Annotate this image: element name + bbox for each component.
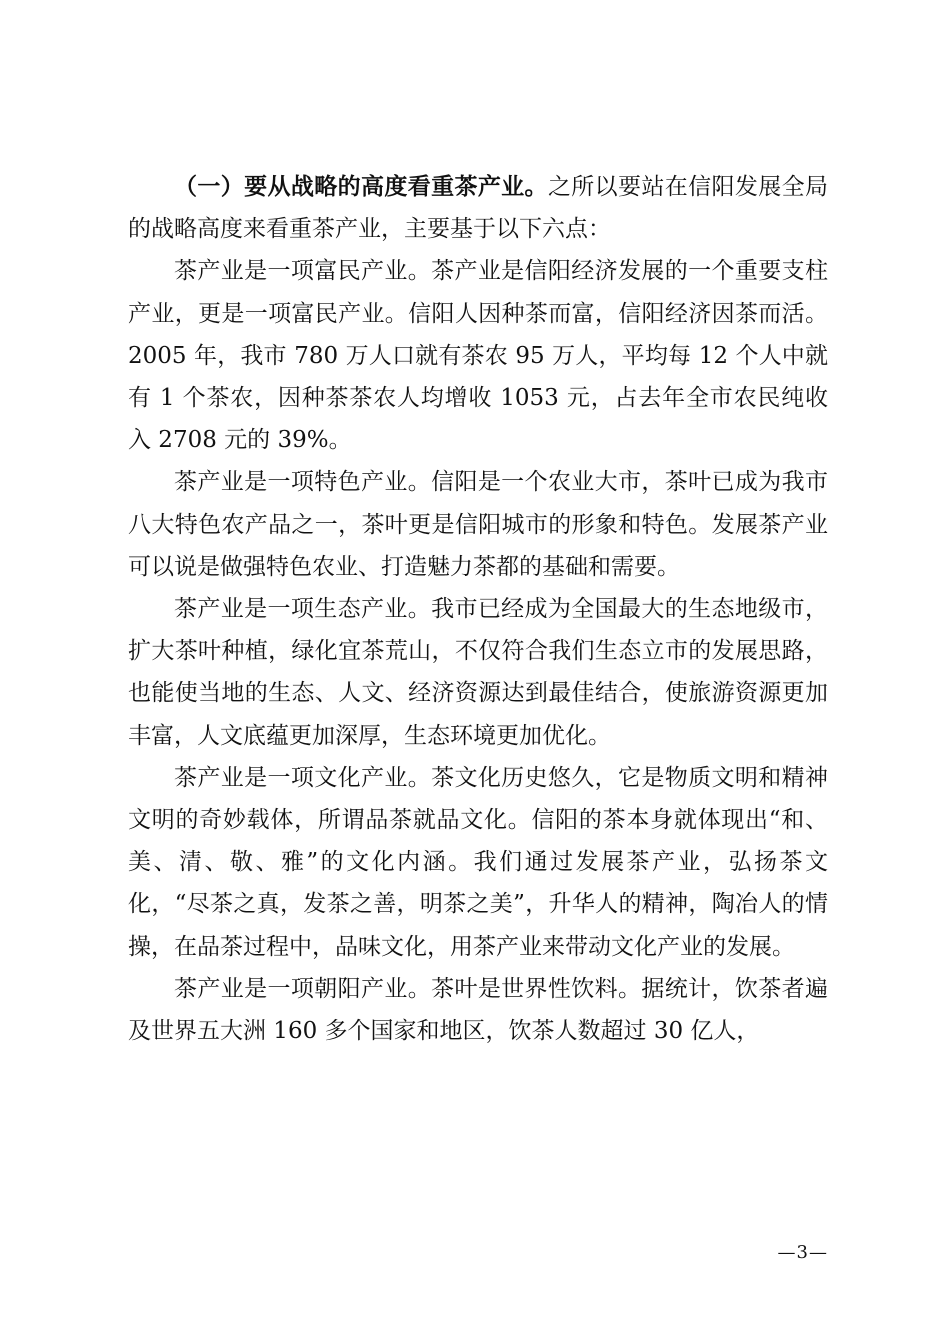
section-heading-text: 之所以要站在信阳发展全局的战略高度来看重茶产业，主要基于以下六点： (128, 174, 829, 243)
document-body (128, 166, 828, 1052)
page-number: —3— (777, 1242, 828, 1263)
paragraph-ecological-industry: 茶产业是一项生态产业。我市已经成为全国最大的生态地级市，扩大茶叶种植，绿化宜茶荒山，不仅符合我们生态立市的发展思路，也能使当地的生态、人文、经济资源达到最佳结合，使旅游资源更加丰富，人文底蕴更加深厚，生态环境更加优化。 (128, 596, 828, 749)
section-heading: （一）要从战略的高度看重茶产业。 (174, 173, 548, 200)
paragraph-sunrise-industry: 茶产业是一项朝阳产业。茶叶是世界性饮料。据统计，饮茶者遍及世界五大洲 160 多个国家和地区，饮茶人数超过 30 亿人， (128, 975, 828, 1045)
paragraph-characteristic-industry: 茶产业是一项特色产业。信阳是一个农业大市，茶叶已成为我市八大特色农产品之一，茶叶更是信阳城市的形象和特色。发展茶产业可以说是做强特色农业、打造魅力茶都的基础和需要。 (128, 469, 828, 580)
paragraph-cultural-industry: 茶产业是一项文化产业。茶文化历史悠久，它是物质文明和精神文明的奇妙载体，所谓品茶就品文化。信阳的茶本身就体现出“和、美、清、敬、雅”的文化内涵。我们通过发展茶产业，弘扬茶文化，“尽茶之真，发茶之善，明茶之美”，升华人的精神，陶冶人的情操，在品茶过程中，品味文化，用茶产业来带动文化产业的发展。 (128, 764, 828, 960)
paragraph-rich-people-industry: 茶产业是一项富民产业。茶产业是信阳经济发展的一个重要支柱产业，更是一项富民产业。信阳人因种茶而富，信阳经济因茶而活。2005 年，我市 780 万人口就有茶农 95 万人，平均每 12 个人中就有 1 个茶农，因种茶茶农人均增收 1053 元，占去年全市农民纯收入 2708 元的 39%。 (128, 258, 828, 454)
section-heading-paragraph (128, 166, 828, 250)
